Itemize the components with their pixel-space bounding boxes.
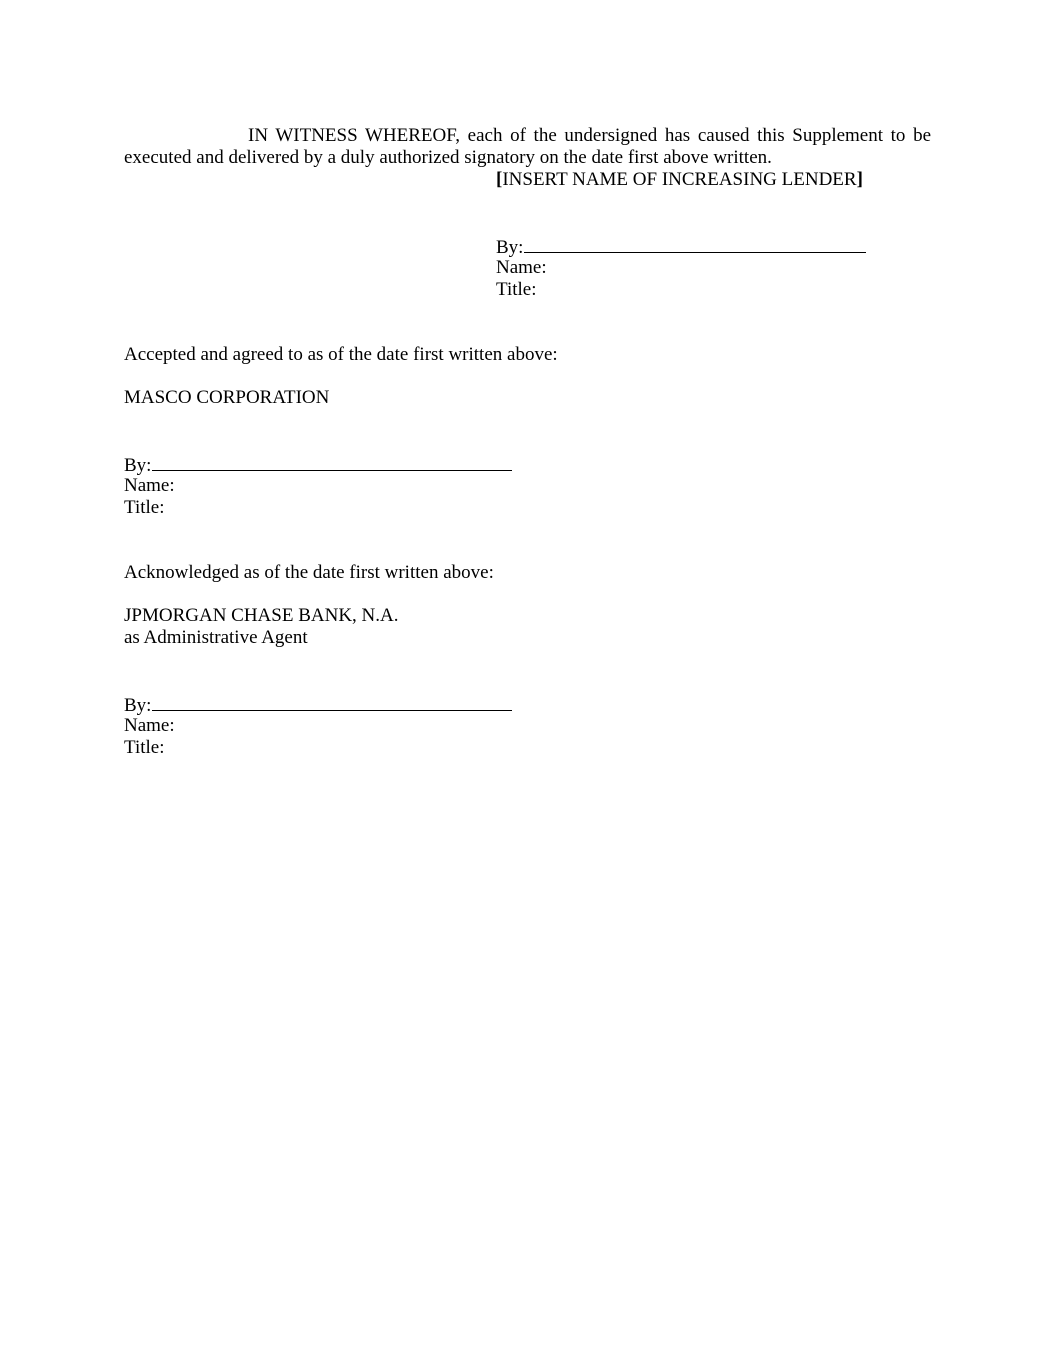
agent-title-label: Title: (124, 737, 165, 758)
lender-by-line (496, 235, 866, 259)
borrower-name-label: Name: (124, 475, 175, 496)
lender-title-label: Title: (496, 279, 537, 300)
borrower-intro: Accepted and agreed to as of the date first written above: (124, 344, 558, 365)
agent-name-label: Name: (124, 715, 175, 736)
close-bracket: ] (856, 169, 863, 190)
agent-company: JPMORGAN CHASE BANK, N.A. (124, 605, 399, 626)
borrower-by-label: By: (124, 455, 152, 476)
open-bracket: [ (496, 169, 503, 190)
agent-signature-line (152, 693, 512, 711)
agent-by-line (124, 693, 512, 717)
agent-role: as Administrative Agent (124, 627, 308, 648)
lender-name-placeholder (496, 169, 863, 191)
lender-name-text: INSERT NAME OF INCREASING LENDER (502, 169, 857, 190)
borrower-signature-line (152, 453, 512, 471)
borrower-company: MASCO CORPORATION (124, 387, 330, 408)
witness-text: IN WITNESS WHEREOF, each of the undersigned has caused this Supplement to be executed and delivered by a duly authorized signatory on the date first above written. (124, 125, 931, 168)
borrower-by-line (124, 453, 512, 477)
lender-signature-line (524, 235, 866, 253)
witness-paragraph (124, 125, 931, 169)
lender-by-label: By: (496, 237, 524, 258)
agent-by-label: By: (124, 695, 152, 716)
agent-intro: Acknowledged as of the date first written above: (124, 562, 494, 583)
lender-name-label: Name: (496, 257, 547, 278)
borrower-title-label: Title: (124, 497, 165, 518)
